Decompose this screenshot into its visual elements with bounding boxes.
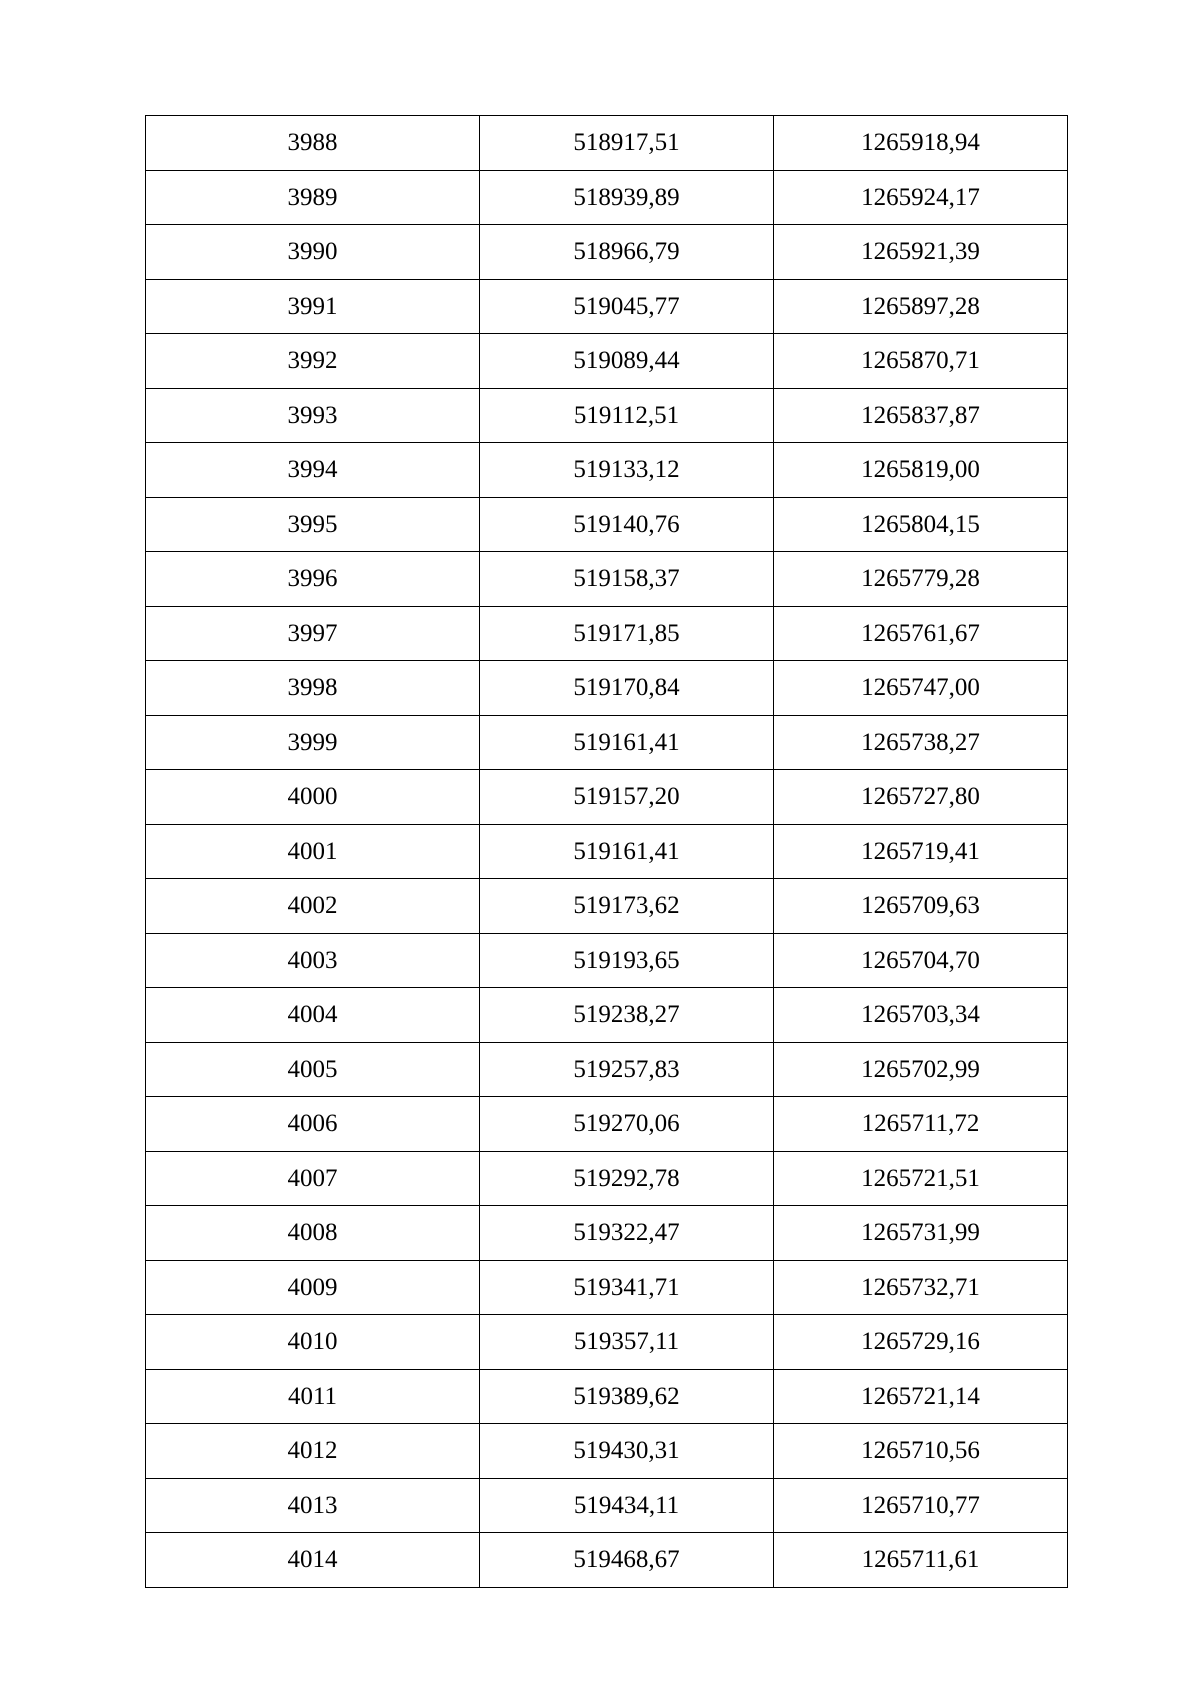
point-number-cell: 3995 (146, 497, 480, 552)
x-coordinate-cell: 519112,51 (480, 388, 774, 443)
point-number-cell: 3990 (146, 225, 480, 280)
table-row (146, 388, 1068, 443)
table-row (146, 497, 1068, 552)
table-row (146, 824, 1068, 879)
y-coordinate-cell: 1265727,80 (774, 770, 1068, 825)
point-number-cell: 3994 (146, 443, 480, 498)
table-row (146, 770, 1068, 825)
table-row (146, 279, 1068, 334)
x-coordinate-cell: 519322,47 (480, 1206, 774, 1261)
table-row (146, 715, 1068, 770)
coordinates-table-body (146, 116, 1068, 1588)
table-row (146, 1478, 1068, 1533)
x-coordinate-cell: 519173,62 (480, 879, 774, 934)
y-coordinate-cell: 1265710,77 (774, 1478, 1068, 1533)
y-coordinate-cell: 1265819,00 (774, 443, 1068, 498)
y-coordinate-cell: 1265804,15 (774, 497, 1068, 552)
point-number-cell: 4005 (146, 1042, 480, 1097)
x-coordinate-cell: 519389,62 (480, 1369, 774, 1424)
point-number-cell: 4002 (146, 879, 480, 934)
point-number-cell: 4013 (146, 1478, 480, 1533)
point-number-cell: 4000 (146, 770, 480, 825)
x-coordinate-cell: 519193,65 (480, 933, 774, 988)
point-number-cell: 3992 (146, 334, 480, 389)
point-number-cell: 4012 (146, 1424, 480, 1479)
point-number-cell: 4006 (146, 1097, 480, 1152)
table-row (146, 552, 1068, 607)
point-number-cell: 3989 (146, 170, 480, 225)
x-coordinate-cell: 519045,77 (480, 279, 774, 334)
table-row (146, 116, 1068, 171)
table-row (146, 1151, 1068, 1206)
y-coordinate-cell: 1265719,41 (774, 824, 1068, 879)
x-coordinate-cell: 519434,11 (480, 1478, 774, 1533)
point-number-cell: 3988 (146, 116, 480, 171)
table-row (146, 1097, 1068, 1152)
y-coordinate-cell: 1265924,17 (774, 170, 1068, 225)
point-number-cell: 3993 (146, 388, 480, 443)
y-coordinate-cell: 1265704,70 (774, 933, 1068, 988)
x-coordinate-cell: 519357,11 (480, 1315, 774, 1370)
table-row (146, 1260, 1068, 1315)
y-coordinate-cell: 1265710,56 (774, 1424, 1068, 1479)
x-coordinate-cell: 519158,37 (480, 552, 774, 607)
x-coordinate-cell: 519430,31 (480, 1424, 774, 1479)
y-coordinate-cell: 1265918,94 (774, 116, 1068, 171)
y-coordinate-cell: 1265738,27 (774, 715, 1068, 770)
table-row (146, 1424, 1068, 1479)
point-number-cell: 4007 (146, 1151, 480, 1206)
y-coordinate-cell: 1265731,99 (774, 1206, 1068, 1261)
y-coordinate-cell: 1265702,99 (774, 1042, 1068, 1097)
x-coordinate-cell: 519157,20 (480, 770, 774, 825)
point-number-cell: 4008 (146, 1206, 480, 1261)
point-number-cell: 3999 (146, 715, 480, 770)
x-coordinate-cell: 519161,41 (480, 824, 774, 879)
table-row (146, 443, 1068, 498)
y-coordinate-cell: 1265921,39 (774, 225, 1068, 280)
y-coordinate-cell: 1265837,87 (774, 388, 1068, 443)
y-coordinate-cell: 1265870,71 (774, 334, 1068, 389)
point-number-cell: 4010 (146, 1315, 480, 1370)
point-number-cell: 4001 (146, 824, 480, 879)
table-row (146, 170, 1068, 225)
y-coordinate-cell: 1265711,72 (774, 1097, 1068, 1152)
x-coordinate-cell: 518917,51 (480, 116, 774, 171)
y-coordinate-cell: 1265897,28 (774, 279, 1068, 334)
x-coordinate-cell: 519170,84 (480, 661, 774, 716)
table-row (146, 879, 1068, 934)
point-number-cell: 3998 (146, 661, 480, 716)
point-number-cell: 3991 (146, 279, 480, 334)
table-row (146, 1315, 1068, 1370)
point-number-cell: 4011 (146, 1369, 480, 1424)
table-row (146, 933, 1068, 988)
y-coordinate-cell: 1265732,71 (774, 1260, 1068, 1315)
point-number-cell: 4009 (146, 1260, 480, 1315)
x-coordinate-cell: 519292,78 (480, 1151, 774, 1206)
table-row (146, 225, 1068, 280)
y-coordinate-cell: 1265711,61 (774, 1533, 1068, 1588)
table-row (146, 606, 1068, 661)
table-row (146, 1533, 1068, 1588)
point-number-cell: 4014 (146, 1533, 480, 1588)
x-coordinate-cell: 518966,79 (480, 225, 774, 280)
y-coordinate-cell: 1265709,63 (774, 879, 1068, 934)
x-coordinate-cell: 519133,12 (480, 443, 774, 498)
x-coordinate-cell: 519341,71 (480, 1260, 774, 1315)
x-coordinate-cell: 519089,44 (480, 334, 774, 389)
x-coordinate-cell: 519257,83 (480, 1042, 774, 1097)
x-coordinate-cell: 519140,76 (480, 497, 774, 552)
table-row (146, 988, 1068, 1043)
x-coordinate-cell: 519468,67 (480, 1533, 774, 1588)
coordinates-table (145, 115, 1068, 1588)
y-coordinate-cell: 1265703,34 (774, 988, 1068, 1043)
point-number-cell: 3997 (146, 606, 480, 661)
x-coordinate-cell: 519238,27 (480, 988, 774, 1043)
point-number-cell: 4004 (146, 988, 480, 1043)
y-coordinate-cell: 1265761,67 (774, 606, 1068, 661)
y-coordinate-cell: 1265747,00 (774, 661, 1068, 716)
x-coordinate-cell: 519171,85 (480, 606, 774, 661)
point-number-cell: 4003 (146, 933, 480, 988)
table-row (146, 1042, 1068, 1097)
x-coordinate-cell: 519161,41 (480, 715, 774, 770)
x-coordinate-cell: 518939,89 (480, 170, 774, 225)
table-row (146, 1369, 1068, 1424)
table-row (146, 334, 1068, 389)
y-coordinate-cell: 1265779,28 (774, 552, 1068, 607)
table-row (146, 1206, 1068, 1261)
y-coordinate-cell: 1265729,16 (774, 1315, 1068, 1370)
point-number-cell: 3996 (146, 552, 480, 607)
x-coordinate-cell: 519270,06 (480, 1097, 774, 1152)
table-row (146, 661, 1068, 716)
y-coordinate-cell: 1265721,51 (774, 1151, 1068, 1206)
y-coordinate-cell: 1265721,14 (774, 1369, 1068, 1424)
